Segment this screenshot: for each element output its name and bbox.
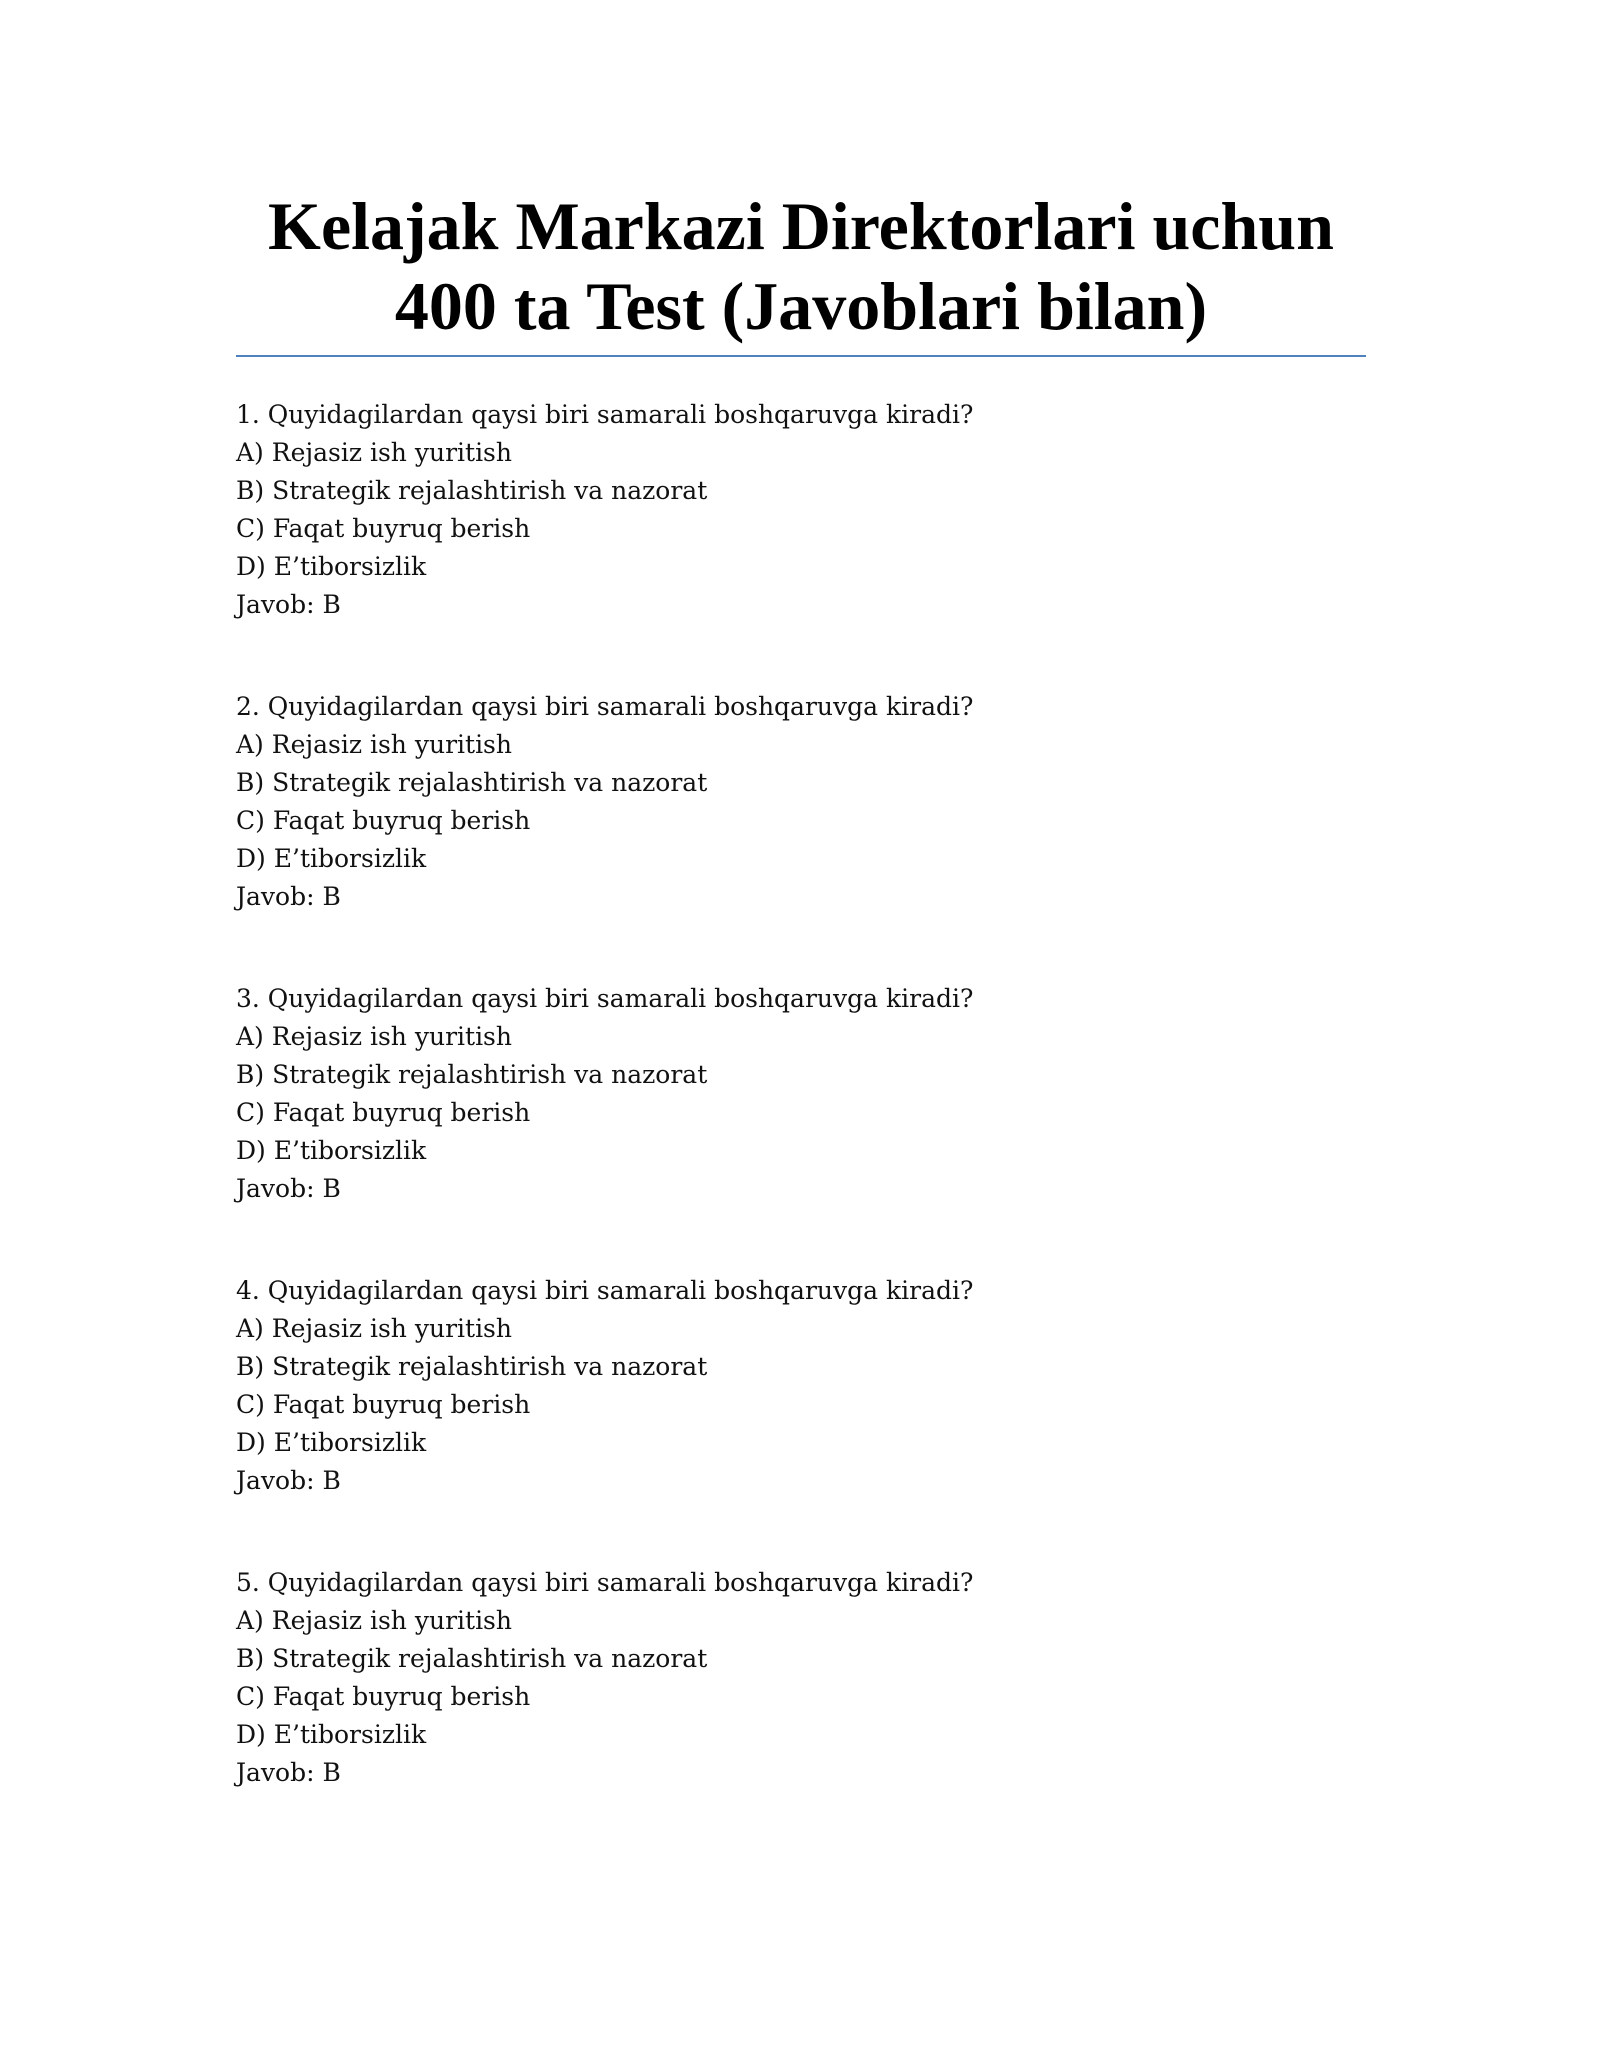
option-d: D) E’tiborsizlik <box>236 1720 427 1749</box>
question-text: 1. Quyidagilardan qaysi biri samarali boshqaruvga kiradi? <box>236 400 974 429</box>
option-b: B) Strategik rejalashtirish va nazorat <box>236 768 708 797</box>
option-b: B) Strategik rejalashtirish va nazorat <box>236 1644 708 1673</box>
option-a: A) Rejasiz ish yuritish <box>236 1022 512 1051</box>
option-b: B) Strategik rejalashtirish va nazorat <box>236 1060 708 1089</box>
question-3 <box>236 980 1366 1272</box>
question-1 <box>236 396 1366 688</box>
option-c: C) Faqat buyruq berish <box>236 514 531 543</box>
option-c: C) Faqat buyruq berish <box>236 806 531 835</box>
answer-line: Javob: B <box>236 1466 341 1495</box>
question-text: 5. Quyidagilardan qaysi biri samarali boshqaruvga kiradi? <box>236 1568 974 1597</box>
document-title <box>236 186 1366 346</box>
option-d: D) E’tiborsizlik <box>236 1428 427 1457</box>
answer-line: Javob: B <box>236 1758 341 1787</box>
question-2 <box>236 688 1366 980</box>
option-a: A) Rejasiz ish yuritish <box>236 1606 512 1635</box>
option-c: C) Faqat buyruq berish <box>236 1682 531 1711</box>
question-text: 4. Quyidagilardan qaysi biri samarali boshqaruvga kiradi? <box>236 1276 974 1305</box>
option-d: D) E’tiborsizlik <box>236 552 427 581</box>
option-c: C) Faqat buyruq berish <box>236 1390 531 1419</box>
title-underline <box>236 355 1366 357</box>
title-line-2: 400 ta Test (Javoblari bilan) <box>394 268 1208 344</box>
question-5 <box>236 1564 1366 1856</box>
option-c: C) Faqat buyruq berish <box>236 1098 531 1127</box>
title-line-1: Kelajak Markazi Direktorlari uchun <box>268 188 1334 264</box>
answer-line: Javob: B <box>236 882 341 911</box>
option-a: A) Rejasiz ish yuritish <box>236 438 512 467</box>
answer-line: Javob: B <box>236 590 341 619</box>
question-text: 3. Quyidagilardan qaysi biri samarali boshqaruvga kiradi? <box>236 984 974 1013</box>
option-b: B) Strategik rejalashtirish va nazorat <box>236 1352 708 1381</box>
option-b: B) Strategik rejalashtirish va nazorat <box>236 476 708 505</box>
option-a: A) Rejasiz ish yuritish <box>236 1314 512 1343</box>
option-d: D) E’tiborsizlik <box>236 1136 427 1165</box>
question-4 <box>236 1272 1366 1564</box>
option-d: D) E’tiborsizlik <box>236 844 427 873</box>
question-text: 2. Quyidagilardan qaysi biri samarali boshqaruvga kiradi? <box>236 692 974 721</box>
answer-line: Javob: B <box>236 1174 341 1203</box>
question-list <box>236 396 1366 1856</box>
option-a: A) Rejasiz ish yuritish <box>236 730 512 759</box>
